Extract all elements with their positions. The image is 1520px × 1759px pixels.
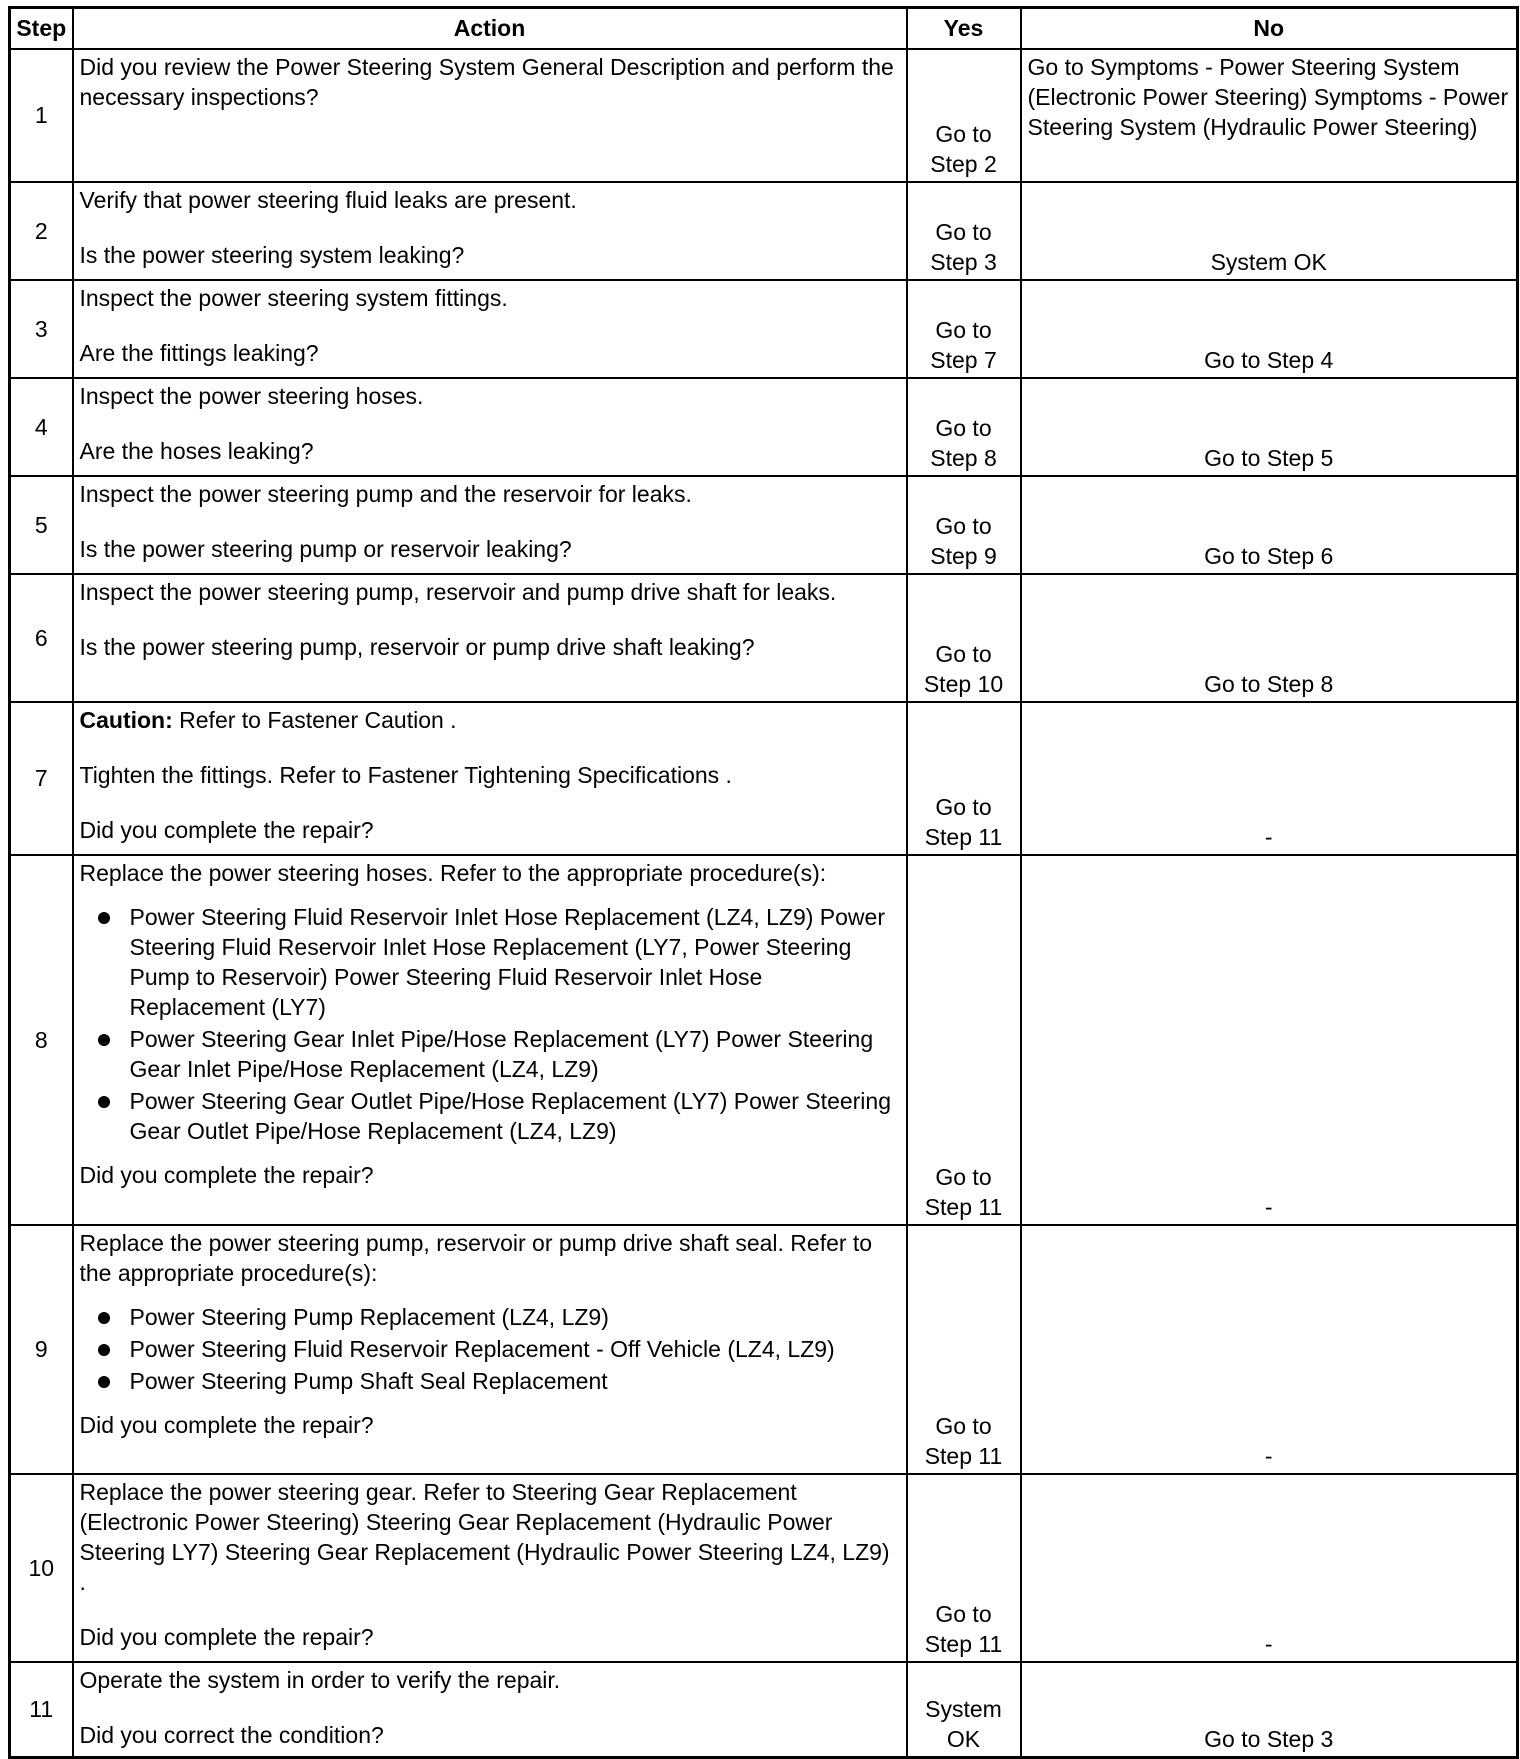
header-row: [10, 8, 1518, 49]
header-yes: Yes: [907, 8, 1021, 49]
bullet-icon: [98, 1034, 110, 1046]
table-row: [10, 702, 1518, 855]
list-item[interactable]: [80, 1366, 900, 1396]
step-number: 8: [10, 855, 73, 1225]
step-number: 11: [10, 1662, 73, 1758]
procedure-link[interactable]: Power Steering Gear Outlet Pipe/Hose Replacement (LY7) Power Steering Gear Outlet Pipe/Hose Replacement (LZ4, LZ9): [129, 1087, 892, 1144]
action-question: Did you correct the condition?: [79, 1721, 384, 1748]
table-row: [10, 182, 1518, 280]
table-row: [10, 378, 1518, 476]
step-number: 7: [10, 702, 73, 855]
caution-line: [80, 705, 900, 735]
no-cell: -: [1021, 1474, 1518, 1662]
action-question: Did you complete the repair?: [79, 1623, 374, 1650]
yes-line-2: Step 11: [924, 823, 1003, 850]
step-number: 3: [10, 280, 73, 378]
action-text: Verify that power steering fluid leaks are present.: [79, 186, 577, 213]
action-cell: [73, 702, 907, 855]
yes-cell: [907, 280, 1021, 378]
yes-cell: [907, 1225, 1021, 1474]
table-row: [10, 1662, 1518, 1758]
action-cell: [73, 280, 907, 378]
action-question: Did you complete the repair?: [79, 1411, 374, 1438]
action-question: Are the fittings leaking?: [79, 339, 319, 366]
yes-line-2: OK: [946, 1726, 981, 1752]
yes-line-2: Step 10: [923, 670, 1004, 697]
caution-text: Refer to Fastener Caution .: [172, 706, 457, 733]
list-item[interactable]: [80, 902, 900, 1022]
action-cell: [73, 378, 907, 476]
no-cell: Go to Step 3: [1021, 1662, 1518, 1758]
table-row: [10, 574, 1518, 702]
step-number: 9: [10, 1225, 73, 1474]
procedure-link[interactable]: Power Steering Gear Inlet Pipe/Hose Replacement (LY7) Power Steering Gear Inlet Pipe/Hose Replacement (LZ4, LZ9): [129, 1025, 874, 1082]
table-row: [10, 1225, 1518, 1474]
yes-line-1: Go to: [935, 414, 992, 441]
no-cell: Go to Step 6: [1021, 476, 1518, 574]
procedure-list: [80, 902, 900, 1146]
yes-line-1: Go to: [935, 512, 992, 539]
yes-cell: [907, 1662, 1021, 1758]
action-text: Replace the power steering gear. Refer to Steering Gear Replacement (Electronic Power Steering) Steering Gear Replacement (Hydraulic Power Steering LY7) Steering Gear Replacement (Hydraulic Power Steering LZ4, LZ9) .: [79, 1478, 890, 1595]
no-cell: -: [1021, 702, 1518, 855]
yes-line-1: Go to: [935, 1163, 992, 1190]
no-cell: Go to Step 4: [1021, 280, 1518, 378]
table-row: [10, 1474, 1518, 1662]
list-item[interactable]: [80, 1302, 900, 1332]
yes-line-1: Go to: [935, 1412, 992, 1439]
bullet-icon: [98, 912, 110, 924]
yes-line-2: Step 11: [924, 1193, 1003, 1220]
action-text: Operate the system in order to verify the repair.: [79, 1666, 561, 1693]
action-cell: [73, 855, 907, 1225]
procedure-link[interactable]: Power Steering Fluid Reservoir Inlet Hose Replacement (LZ4, LZ9) Power Steering Fluid Reservoir Inlet Hose Replacement (LY7, Power Steering Pump to Reservoir) Power Steering Fluid Reservoir Inlet Hose Replacement (LY7): [129, 903, 885, 1020]
action-text: Tighten the fittings. Refer to Fastener Tightening Specifications .: [79, 761, 732, 788]
action-question: Is the power steering system leaking?: [79, 241, 465, 268]
yes-line-2: Step 7: [930, 346, 997, 373]
action-question: Did you complete the repair?: [79, 816, 374, 843]
yes-line-1: Go to: [935, 218, 992, 245]
yes-line-2: Step 11: [924, 1442, 1003, 1469]
step-number: 10: [10, 1474, 73, 1662]
step-number: 2: [10, 182, 73, 280]
action-cell: [73, 1662, 907, 1758]
action-text: Did you review the Power Steering System General Description and perform the necessary inspections?: [79, 53, 894, 110]
yes-cell: [907, 49, 1021, 182]
action-cell: [73, 182, 907, 280]
yes-cell: [907, 182, 1021, 280]
diagnostic-table: [8, 6, 1519, 1759]
yes-line-1: Go to: [935, 316, 992, 343]
yes-cell: [907, 855, 1021, 1225]
yes-line-2: Step 8: [930, 444, 997, 471]
action-question: Are the hoses leaking?: [79, 437, 314, 464]
yes-cell: [907, 476, 1021, 574]
procedure-link[interactable]: Power Steering Pump Replacement (LZ4, LZ9): [129, 1303, 609, 1330]
action-text: Inspect the power steering system fittings.: [79, 284, 508, 311]
step-number: 4: [10, 378, 73, 476]
procedure-link[interactable]: Power Steering Pump Shaft Seal Replacement: [129, 1367, 608, 1394]
action-cell: [73, 1474, 907, 1662]
action-question: Did you complete the repair?: [79, 1161, 374, 1188]
table-row: [10, 855, 1518, 1225]
yes-line-2: Step 11: [924, 1630, 1003, 1657]
diagnostic-table-sheet: [8, 6, 1516, 1756]
no-cell: -: [1021, 855, 1518, 1225]
no-cell: System OK: [1021, 182, 1518, 280]
action-cell: [73, 1225, 907, 1474]
no-cell: Go to Step 8: [1021, 574, 1518, 702]
action-text: Inspect the power steering pump and the reservoir for leaks.: [79, 480, 692, 507]
yes-cell: [907, 1474, 1021, 1662]
no-cell: Go to Step 5: [1021, 378, 1518, 476]
bullet-icon: [98, 1376, 110, 1388]
yes-cell: [907, 574, 1021, 702]
action-text: Replace the power steering hoses. Refer to the appropriate procedure(s):: [79, 859, 827, 886]
header-step: Step: [10, 8, 73, 49]
bullet-icon: [98, 1312, 110, 1324]
header-action: Action: [73, 8, 907, 49]
yes-cell: [907, 702, 1021, 855]
yes-cell: [907, 378, 1021, 476]
action-question: Is the power steering pump, reservoir or pump drive shaft leaking?: [79, 633, 755, 660]
header-no: No: [1021, 8, 1518, 49]
list-item[interactable]: [80, 1334, 900, 1364]
table-row: [10, 476, 1518, 574]
action-question: Is the power steering pump or reservoir leaking?: [79, 535, 572, 562]
procedure-list: [80, 1302, 900, 1396]
caution-label: Caution:: [79, 706, 173, 733]
yes-line-1: System: [925, 1696, 1002, 1722]
table-row: [10, 49, 1518, 182]
yes-line-2: Step 2: [930, 150, 997, 177]
action-cell: [73, 476, 907, 574]
action-text: Inspect the power steering hoses.: [79, 382, 424, 409]
step-number: 1: [10, 49, 73, 182]
bullet-icon: [98, 1096, 110, 1108]
yes-line-1: Go to: [935, 1600, 992, 1627]
yes-line-1: Go to: [935, 120, 992, 147]
yes-line-2: Step 9: [930, 542, 997, 569]
no-cell: Go to Symptoms - Power Steering System (Electronic Power Steering) Symptoms - Power Steering System (Hydraulic Power Steering): [1021, 49, 1518, 182]
yes-line-1: Go to: [935, 793, 992, 820]
action-cell: [73, 574, 907, 702]
yes-line-2: Step 3: [930, 248, 997, 275]
bullet-icon: [98, 1344, 110, 1356]
list-item[interactable]: [80, 1024, 900, 1084]
table-row: [10, 280, 1518, 378]
no-cell: -: [1021, 1225, 1518, 1474]
step-number: 5: [10, 476, 73, 574]
action-text: Replace the power steering pump, reservoir or pump drive shaft seal. Refer to the appropriate procedure(s):: [79, 1229, 873, 1286]
action-text: Inspect the power steering pump, reservoir and pump drive shaft for leaks.: [79, 578, 837, 605]
yes-line-1: Go to: [935, 640, 992, 667]
procedure-link[interactable]: Power Steering Fluid Reservoir Replacement - Off Vehicle (LZ4, LZ9): [129, 1335, 835, 1362]
action-cell: [73, 49, 907, 182]
step-number: 6: [10, 574, 73, 702]
list-item[interactable]: [80, 1086, 900, 1146]
